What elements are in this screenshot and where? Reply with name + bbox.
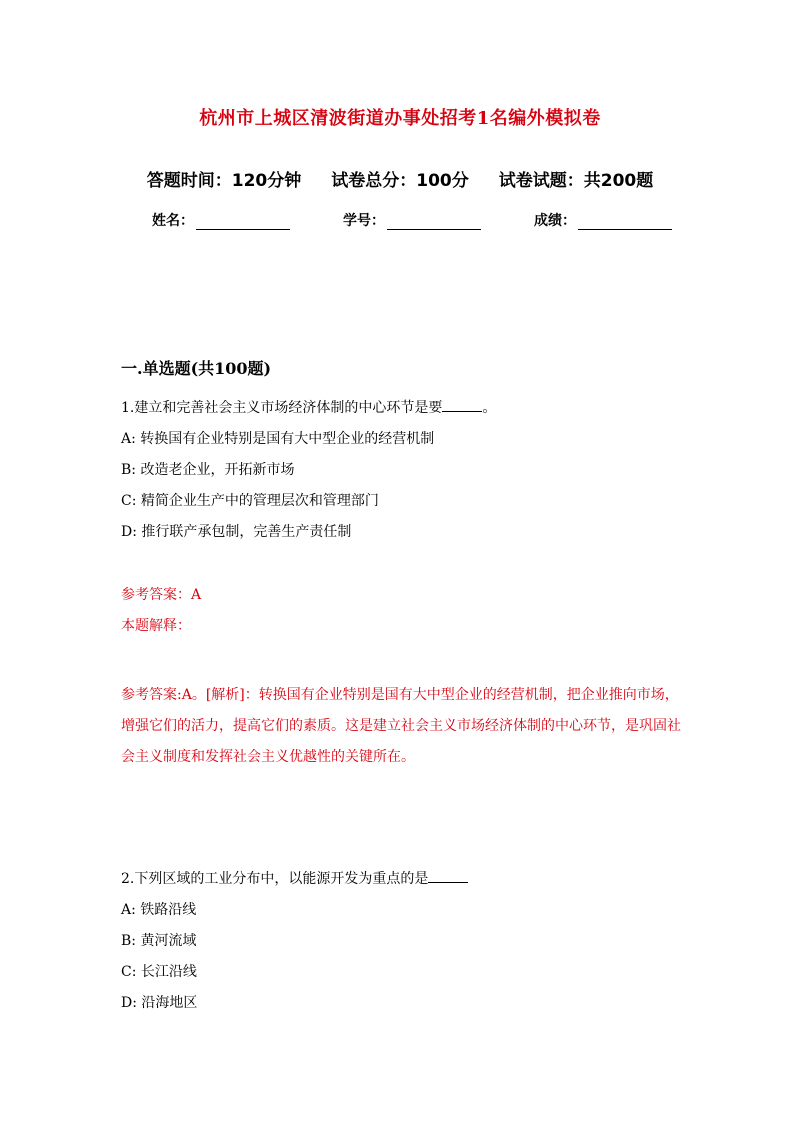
answer-blank <box>442 397 482 412</box>
student-id-blank <box>387 213 481 230</box>
exam-title: 杭州市上城区清波街道办事处招考1名编外模拟卷 <box>199 108 601 129</box>
answer-blank <box>428 868 468 883</box>
question-1-explanation: 参考答案:A。[解析]：转换国有企业特别是国有大中型企业的经营机制，把企业推向市场，增强它们的活力，提高它们的素质。这是建立社会主义市场经济体制的中心环节，是巩固社会主义制度和发挥社会主义优越性的关键所在。 <box>121 687 681 765</box>
question-2-option-b: B: 黄河流域 <box>121 933 197 949</box>
student-id-field <box>343 210 481 230</box>
student-info-fields <box>152 210 672 230</box>
question-1-option-c: C: 精简企业生产中的管理层次和管理部门 <box>121 493 379 509</box>
grade-label: 成绩： <box>534 213 576 229</box>
question-2-option-a: A: 铁路沿线 <box>121 902 197 918</box>
question-stem-text: 2.下列区域的工业分布中，以能源开发为重点的是 <box>121 871 429 887</box>
name-field <box>152 210 290 230</box>
section-title: 一.单选题(共100题) <box>121 359 272 378</box>
question-1-answer: 参考答案：A <box>121 587 202 603</box>
exam-time: 答题时间：120分钟 <box>146 171 302 191</box>
question-1-stem <box>121 397 496 418</box>
exam-meta <box>0 166 800 191</box>
question-1-explain-label: 本题解释： <box>121 618 191 634</box>
exam-question-count: 试卷试题：共200题 <box>498 171 654 191</box>
name-label: 姓名： <box>152 213 194 229</box>
student-id-label: 学号： <box>343 213 385 229</box>
question-1-option-d: D: 推行联产承包制，完善生产责任制 <box>121 524 352 540</box>
question-2-stem <box>121 868 468 889</box>
question-stem-end: 。 <box>482 400 497 416</box>
name-blank <box>196 213 290 230</box>
grade-blank <box>578 213 672 230</box>
question-2-option-d: D: 沿海地区 <box>121 995 198 1011</box>
question-2-option-c: C: 长江沿线 <box>121 964 197 980</box>
question-1-option-b: B: 改造老企业，开拓新市场 <box>121 462 295 478</box>
grade-field <box>534 210 672 230</box>
exam-total-score: 试卷总分：100分 <box>331 171 469 191</box>
question-1-option-a: A: 转换国有企业特别是国有大中型企业的经营机制 <box>121 431 435 447</box>
question-stem-text: 1.建立和完善社会主义市场经济体制的中心环节是要 <box>121 400 443 416</box>
